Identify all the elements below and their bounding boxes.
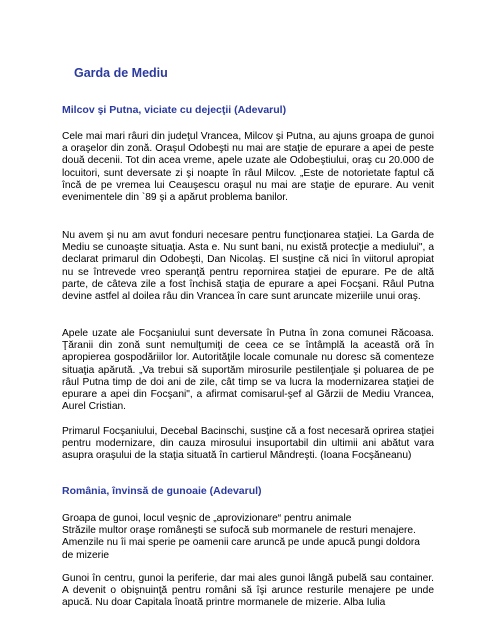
paragraph: Primarul Focşaniului, Decebal Bacinschi, susţine că a fost necesară oprirea staţiei pentru modernizare, din cauza mirosului insuportabil din ultimii ani abătut vara asupra oraşului de la staţia situată în cartierul Mândreşti. (Ioana Focşăneanu) (62, 426, 434, 462)
paragraph: Gunoi în centru, gunoi la periferie, dar mai ales gunoi lângă pubelă sau container. A devenit o obişnuinţă pentru români să îşi arunce resturile menajere pe unde apucă. Nu doar Capitala înoată printre mormanele de mizerie. Alba Iulia (62, 573, 434, 609)
page-title: Garda de Mediu (74, 66, 168, 80)
paragraph: Cele mai mari râuri din judeţul Vrancea, Milcov şi Putna, au ajuns groapa de gunoi a oraşelor din zonă. Oraşul Odobeşti nu mai are staţie de epurare a apei de peste două decenii. Tot din acea vreme, apele uzate ale Odobeştiului, oraş cu 20.000 de locuitori, sunt deversate zi şi noapte în râul Milcov. „Este de notorietate faptul că încă de pe vremea lui Ceauşescu oraşul nu mai are staţie de epurare. Au venit evenimentele din `89 şi a apărut problema banilor. (62, 131, 434, 204)
paragraph: Groapa de gunoi, locul veşnic de „aprovizionare“ pentru animale Străzile multor oraşe româneşti se sufocă sub mormanele de resturi menajere. Amenzile nu îi mai sperie pe oamenii care aruncă pe unde apucă pungi doldora de mizerie (62, 513, 420, 561)
section-heading-milcov: Milcov şi Putna, viciate cu dejecţii (Adevarul) (62, 104, 287, 116)
paragraph: Nu avem şi nu am avut fonduri necesare pentru funcţionarea staţiei. La Garda de Mediu se cunoaşte situaţia. Asta e. Nu sunt bani, nu există protecţie a mediului", a declarat primarul din Odobeşti, Dan Nicolaş. El susţine că nici în viitorul apropiat nu se întrevede vreo speranţă pentru repornirea staţiei de epurare. Pe de altă parte, de câteva zile a fost închisă staţia de epurare a apei Focşani. Râul Putna devine astfel al doilea râu din Vrancea în care sunt aruncate mizeriile unui oraş. (62, 230, 434, 303)
section-heading-romania: România, învinsă de gunoaie (Adevarul) (62, 485, 262, 497)
paragraph: Apele uzate ale Focşaniului sunt deversate în Putna în zona comunei Răcoasa. Ţăranii din zonă sunt nemulţumiţi de ceea ce se întâmplă la această oră în apropierea gospodăriilor lor. Autorităţile locale comunale nu doresc să comenteze situaţia apărută. „Va trebui să suportăm mirosurile pestilenţiale şi poluarea de pe râul Putna timp de doi ani de zile, cât timp se va lucra la modernizarea staţiei de epurare a apei din Focşani", a afirmat comisarul-şef al Gărzii de Mediu Vrancea, Aurel Cristian. (62, 328, 434, 413)
